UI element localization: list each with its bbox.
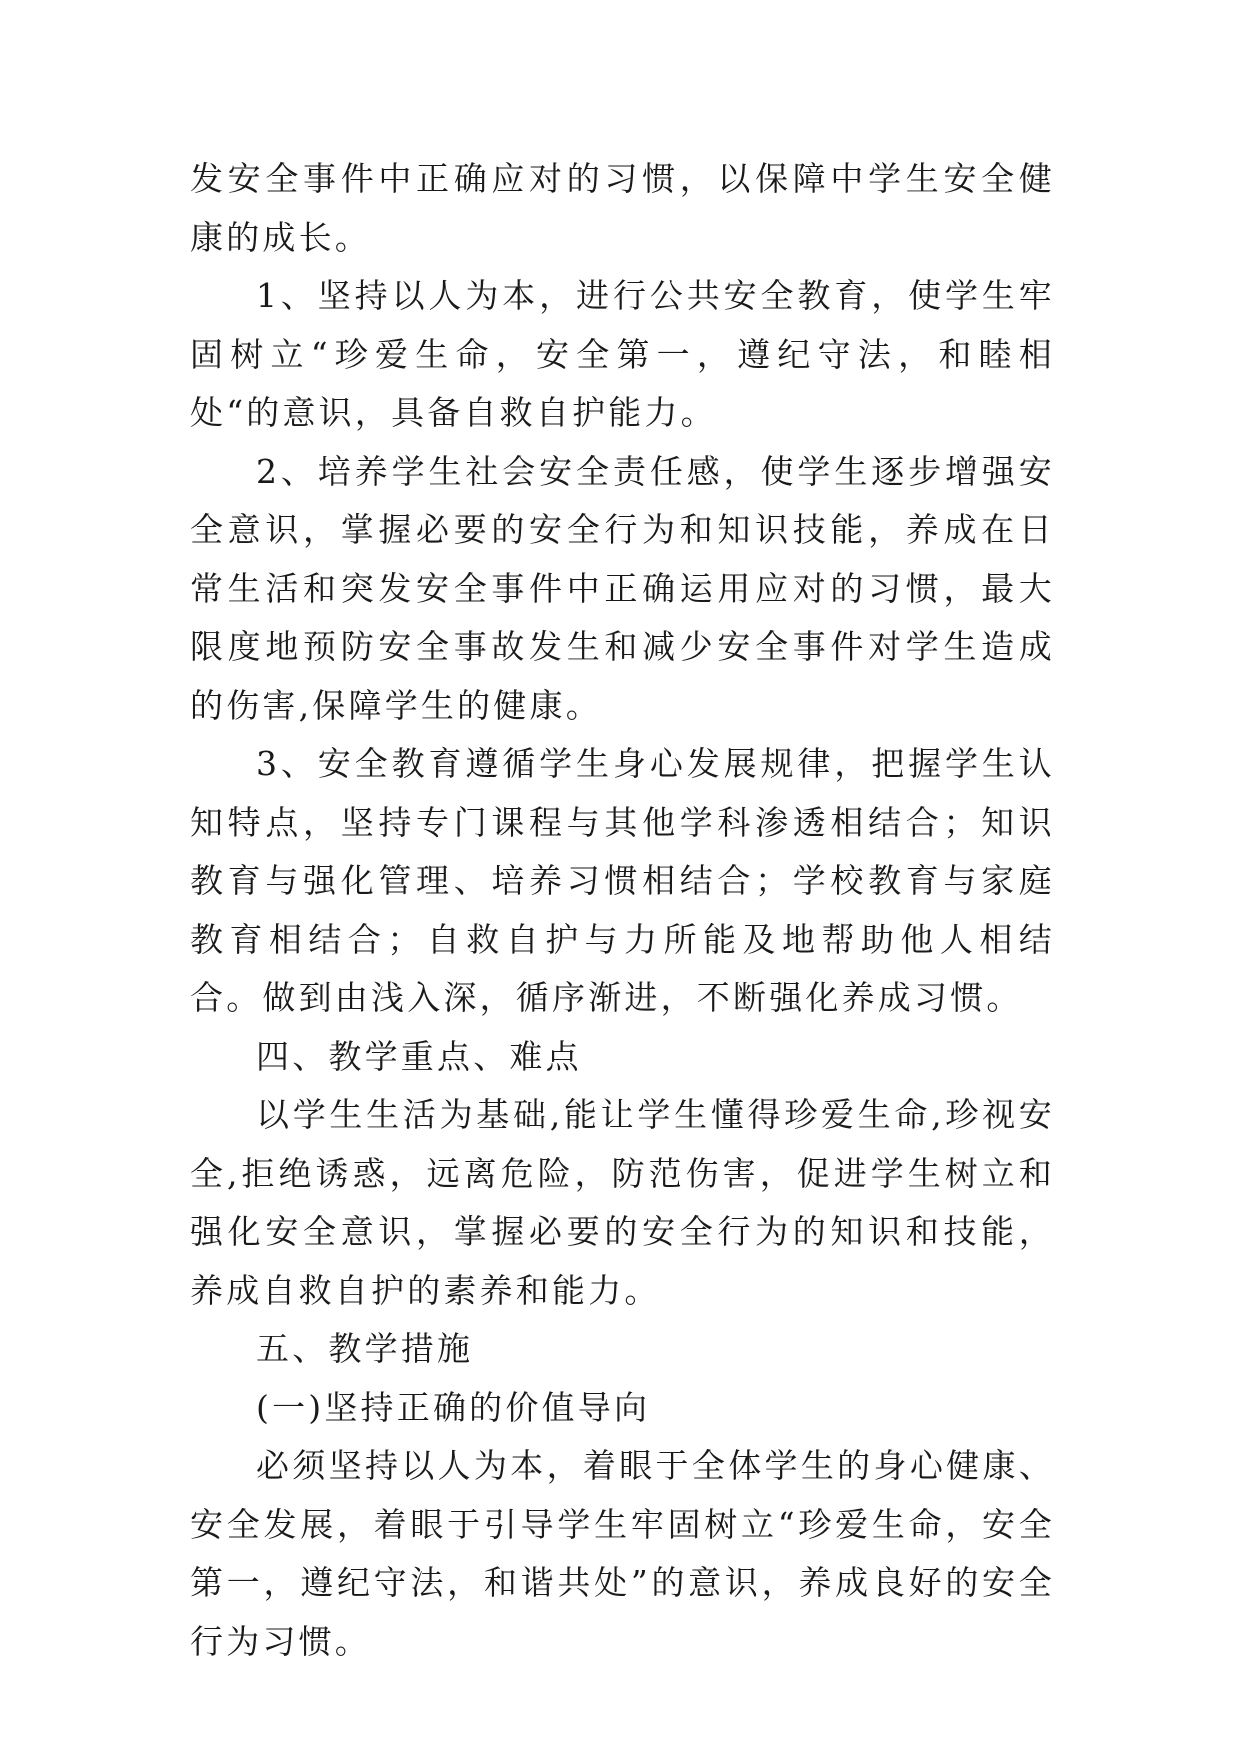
paragraph-item-3: 3、安全教育遵循学生身心发展规律，把握学生认知特点，坚持专门课程与其他学科渗透相结合；知识教育与强化管理、培养习惯相结合；学校教育与家庭教育相结合；自救自护与力所能及地帮助他人相结合。做到由浅入深，循序渐进，不断强化养成习惯。 <box>190 744 1055 1017</box>
paragraph-key-points: 以学生生活为基础,能让学生懂得珍爱生命,珍视安全,拒绝诱惑，远离危险，防范伤害，促进学生树立和强化安全意识，掌握必要的安全行为的知识和技能，养成自救自护的素养和能力。 <box>190 1095 1055 1310</box>
document-body <box>190 150 1055 1671</box>
paragraph-item-1: 1、坚持以人为本，进行公共安全教育，使学生牢固树立“珍爱生命，安全第一，遵纪守法，和睦相处“的意识，具备自救自护能力。 <box>190 276 1055 432</box>
section-heading-measures: 五、教学措施 <box>256 1329 474 1368</box>
section-heading-key-points: 四、教学重点、难点 <box>256 1036 582 1076</box>
paragraph-value-orientation: 必须坚持以人为本，着眼于全体学生的身心健康、安全发展，着眼于引导学生牢固树立“珍爱生命，安全第一，遵纪守法，和谐共处”的意识，养成良好的安全行为习惯。 <box>190 1446 1055 1661</box>
subsection-heading-value-orientation: (一)坚持正确的价值导向 <box>256 1387 651 1427</box>
paragraph-continuation: 发安全事件中正确应对的习惯，以保障中学生安全健康的成长。 <box>190 159 1055 257</box>
paragraph-item-2: 2、培养学生社会安全责任感，使学生逐步增强安全意识，掌握必要的安全行为和知识技能，养成在日常生活和突发安全事件中正确运用应对的习惯，最大限度地预防安全事故发生和减少安全事件对学生造成的伤害,保障学生的健康。 <box>190 451 1055 725</box>
